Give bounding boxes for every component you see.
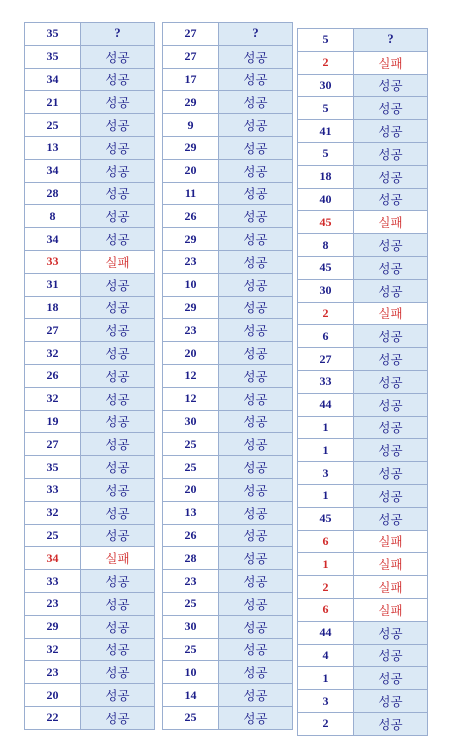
number-cell: 33 xyxy=(298,370,354,393)
number-cell: 30 xyxy=(163,615,219,638)
number-cell: 13 xyxy=(163,501,219,524)
table-row xyxy=(163,684,293,707)
table-row xyxy=(25,91,155,114)
result-cell: 성공 xyxy=(354,120,428,143)
table-row xyxy=(163,547,293,570)
result-cell: 실패 xyxy=(354,211,428,234)
number-cell: 45 xyxy=(298,211,354,234)
table-row xyxy=(25,114,155,137)
result-cell: 성공 xyxy=(81,319,155,342)
number-cell: 28 xyxy=(163,547,219,570)
number-cell: 18 xyxy=(298,165,354,188)
table-header-row xyxy=(25,23,155,46)
results-table-1 xyxy=(24,22,155,730)
result-cell: 성공 xyxy=(354,462,428,485)
number-cell: 27 xyxy=(298,348,354,371)
table-row xyxy=(25,228,155,251)
table-row xyxy=(298,142,428,165)
table-row xyxy=(298,165,428,188)
result-cell: 성공 xyxy=(81,501,155,524)
result-cell: 성공 xyxy=(354,142,428,165)
result-cell: 성공 xyxy=(219,136,293,159)
number-cell: 28 xyxy=(25,182,81,205)
number-cell: 1 xyxy=(298,553,354,576)
table-row xyxy=(163,91,293,114)
number-cell: 19 xyxy=(25,410,81,433)
table-row xyxy=(298,188,428,211)
table-row xyxy=(25,478,155,501)
number-cell: 3 xyxy=(298,462,354,485)
result-cell: 성공 xyxy=(354,439,428,462)
result-cell: 성공 xyxy=(219,592,293,615)
number-cell: 10 xyxy=(163,273,219,296)
table-row xyxy=(298,621,428,644)
table-row xyxy=(25,182,155,205)
result-cell: 실패 xyxy=(354,598,428,621)
table-row xyxy=(163,364,293,387)
result-cell: 성공 xyxy=(354,188,428,211)
result-cell: 성공 xyxy=(81,638,155,661)
table-row xyxy=(163,615,293,638)
result-cell: 성공 xyxy=(81,456,155,479)
table-row xyxy=(298,530,428,553)
table-row xyxy=(163,387,293,410)
result-cell: 성공 xyxy=(81,433,155,456)
number-cell: 4 xyxy=(298,644,354,667)
number-cell: 34 xyxy=(25,159,81,182)
table-row xyxy=(25,68,155,91)
table-row xyxy=(25,296,155,319)
number-cell: 29 xyxy=(163,91,219,114)
result-cell: 성공 xyxy=(354,416,428,439)
result-cell: 성공 xyxy=(81,273,155,296)
number-cell: 20 xyxy=(163,342,219,365)
result-cell: 성공 xyxy=(219,91,293,114)
result-cell: 성공 xyxy=(219,250,293,273)
number-cell: 32 xyxy=(25,638,81,661)
number-cell: 5 xyxy=(298,97,354,120)
table-row xyxy=(25,661,155,684)
table-row xyxy=(298,690,428,713)
number-cell: 32 xyxy=(25,501,81,524)
table-row xyxy=(25,319,155,342)
result-cell: 성공 xyxy=(219,570,293,593)
table-row xyxy=(298,51,428,74)
number-cell: 29 xyxy=(163,136,219,159)
number-cell: 29 xyxy=(163,296,219,319)
number-cell: 32 xyxy=(25,342,81,365)
number-cell: 23 xyxy=(163,570,219,593)
result-cell: 성공 xyxy=(219,228,293,251)
result-cell: 성공 xyxy=(219,159,293,182)
header-number-cell: 5 xyxy=(298,29,354,52)
number-cell: 22 xyxy=(25,706,81,729)
number-cell: 29 xyxy=(163,228,219,251)
table-row xyxy=(163,592,293,615)
results-table-3 xyxy=(297,28,428,736)
header-result-cell: ? xyxy=(354,29,428,52)
number-cell: 25 xyxy=(163,456,219,479)
table-row xyxy=(163,410,293,433)
number-cell: 25 xyxy=(163,706,219,729)
number-cell: 13 xyxy=(25,136,81,159)
table-row xyxy=(163,456,293,479)
number-cell: 31 xyxy=(25,273,81,296)
result-cell: 성공 xyxy=(354,279,428,302)
table-row xyxy=(25,136,155,159)
result-cell: 성공 xyxy=(219,661,293,684)
result-cell: 성공 xyxy=(81,114,155,137)
result-cell: 성공 xyxy=(219,410,293,433)
result-cell: 성공 xyxy=(81,478,155,501)
table-row xyxy=(25,570,155,593)
table-row xyxy=(298,302,428,325)
result-cell: 성공 xyxy=(81,615,155,638)
result-cell: 성공 xyxy=(81,68,155,91)
result-cell: 성공 xyxy=(354,507,428,530)
number-cell: 23 xyxy=(25,661,81,684)
table-row xyxy=(298,279,428,302)
number-cell: 2 xyxy=(298,51,354,74)
result-cell: 성공 xyxy=(219,478,293,501)
table-row xyxy=(25,45,155,68)
number-cell: 26 xyxy=(163,524,219,547)
number-cell: 33 xyxy=(25,478,81,501)
table-row xyxy=(163,661,293,684)
result-cell: 성공 xyxy=(219,456,293,479)
table-row xyxy=(163,433,293,456)
number-cell: 40 xyxy=(298,188,354,211)
result-cell: 성공 xyxy=(354,621,428,644)
result-cell: 성공 xyxy=(219,501,293,524)
table-row xyxy=(163,182,293,205)
table-row xyxy=(25,433,155,456)
table-row xyxy=(25,547,155,570)
result-cell: 성공 xyxy=(81,592,155,615)
result-cell: 성공 xyxy=(354,165,428,188)
table-row xyxy=(163,570,293,593)
number-cell: 44 xyxy=(298,393,354,416)
result-cell: 성공 xyxy=(354,97,428,120)
result-cell: 성공 xyxy=(354,393,428,416)
header-result-cell: ? xyxy=(81,23,155,46)
table-row xyxy=(298,598,428,621)
number-cell: 2 xyxy=(298,576,354,599)
number-cell: 30 xyxy=(163,410,219,433)
result-cell: 성공 xyxy=(354,690,428,713)
number-cell: 12 xyxy=(163,387,219,410)
number-cell: 34 xyxy=(25,68,81,91)
number-cell: 6 xyxy=(298,530,354,553)
table-row xyxy=(163,478,293,501)
number-cell: 18 xyxy=(25,296,81,319)
number-cell: 33 xyxy=(25,250,81,273)
number-cell: 11 xyxy=(163,182,219,205)
table-row xyxy=(163,228,293,251)
header-number-cell: 35 xyxy=(25,23,81,46)
number-cell: 8 xyxy=(25,205,81,228)
table-row xyxy=(25,501,155,524)
number-cell: 45 xyxy=(298,507,354,530)
number-cell: 20 xyxy=(163,478,219,501)
table-row xyxy=(25,387,155,410)
number-cell: 12 xyxy=(163,364,219,387)
result-cell: 성공 xyxy=(81,364,155,387)
result-cell: 실패 xyxy=(354,530,428,553)
number-cell: 23 xyxy=(163,319,219,342)
result-cell: 실패 xyxy=(354,51,428,74)
result-cell: 성공 xyxy=(354,348,428,371)
result-cell: 성공 xyxy=(81,387,155,410)
table-row xyxy=(163,273,293,296)
number-cell: 8 xyxy=(298,234,354,257)
number-cell: 1 xyxy=(298,439,354,462)
table-row xyxy=(298,120,428,143)
number-cell: 21 xyxy=(25,91,81,114)
result-cell: 성공 xyxy=(354,74,428,97)
result-cell: 성공 xyxy=(81,45,155,68)
result-cell: 성공 xyxy=(354,234,428,257)
table-header-row xyxy=(298,29,428,52)
number-cell: 20 xyxy=(25,684,81,707)
result-cell: 성공 xyxy=(219,114,293,137)
result-cell: 실패 xyxy=(354,302,428,325)
result-cell: 성공 xyxy=(219,387,293,410)
result-cell: 성공 xyxy=(219,524,293,547)
table-row xyxy=(163,706,293,729)
result-cell: 실패 xyxy=(81,250,155,273)
result-cell: 성공 xyxy=(81,661,155,684)
table-row xyxy=(25,524,155,547)
table-row xyxy=(163,319,293,342)
table-row xyxy=(25,250,155,273)
table-row xyxy=(298,484,428,507)
number-cell: 32 xyxy=(25,387,81,410)
result-cell: 성공 xyxy=(219,615,293,638)
number-cell: 26 xyxy=(163,205,219,228)
number-cell: 17 xyxy=(163,68,219,91)
table-row xyxy=(25,456,155,479)
result-cell: 성공 xyxy=(81,182,155,205)
number-cell: 27 xyxy=(163,45,219,68)
result-cell: 성공 xyxy=(81,570,155,593)
number-cell: 6 xyxy=(298,598,354,621)
number-cell: 44 xyxy=(298,621,354,644)
table-row xyxy=(163,136,293,159)
number-cell: 9 xyxy=(163,114,219,137)
number-cell: 30 xyxy=(298,74,354,97)
number-cell: 29 xyxy=(25,615,81,638)
table-row xyxy=(25,615,155,638)
result-cell: 성공 xyxy=(81,91,155,114)
table-row xyxy=(25,364,155,387)
result-cell: 성공 xyxy=(81,159,155,182)
number-cell: 25 xyxy=(163,433,219,456)
table-row xyxy=(298,211,428,234)
number-cell: 25 xyxy=(25,524,81,547)
table-row xyxy=(25,273,155,296)
table-row xyxy=(298,439,428,462)
number-cell: 1 xyxy=(298,484,354,507)
result-cell: 성공 xyxy=(354,667,428,690)
number-cell: 25 xyxy=(163,638,219,661)
number-cell: 41 xyxy=(298,120,354,143)
number-cell: 45 xyxy=(298,256,354,279)
result-cell: 성공 xyxy=(81,410,155,433)
result-cell: 성공 xyxy=(219,433,293,456)
result-cell: 성공 xyxy=(81,342,155,365)
table-row xyxy=(163,342,293,365)
table-row xyxy=(298,74,428,97)
number-cell: 27 xyxy=(25,319,81,342)
number-cell: 35 xyxy=(25,456,81,479)
table-row xyxy=(298,667,428,690)
table-row xyxy=(298,256,428,279)
result-cell: 성공 xyxy=(81,524,155,547)
number-cell: 14 xyxy=(163,684,219,707)
table-row xyxy=(25,638,155,661)
results-table-2 xyxy=(162,22,293,730)
table-row xyxy=(163,524,293,547)
number-cell: 5 xyxy=(298,142,354,165)
result-cell: 성공 xyxy=(354,712,428,735)
number-cell: 2 xyxy=(298,302,354,325)
result-cell: 성공 xyxy=(354,370,428,393)
result-cell: 성공 xyxy=(354,325,428,348)
table-row xyxy=(163,638,293,661)
number-cell: 23 xyxy=(25,592,81,615)
number-cell: 35 xyxy=(25,45,81,68)
number-cell: 1 xyxy=(298,416,354,439)
number-cell: 34 xyxy=(25,547,81,570)
number-cell: 23 xyxy=(163,250,219,273)
number-cell: 1 xyxy=(298,667,354,690)
table-row xyxy=(298,370,428,393)
table-row xyxy=(298,644,428,667)
result-cell: 성공 xyxy=(219,273,293,296)
table-row xyxy=(163,68,293,91)
table-row xyxy=(298,553,428,576)
table-row xyxy=(25,205,155,228)
result-cell: 성공 xyxy=(81,706,155,729)
result-cell: 성공 xyxy=(219,638,293,661)
table-row xyxy=(298,712,428,735)
result-cell: 성공 xyxy=(219,45,293,68)
number-cell: 10 xyxy=(163,661,219,684)
number-cell: 25 xyxy=(163,592,219,615)
table-row xyxy=(163,114,293,137)
table-row xyxy=(25,592,155,615)
header-result-cell: ? xyxy=(219,23,293,46)
table-row xyxy=(298,507,428,530)
result-cell: 성공 xyxy=(354,644,428,667)
result-cell: 성공 xyxy=(81,136,155,159)
table-row xyxy=(163,250,293,273)
result-cell: 성공 xyxy=(219,68,293,91)
table-row xyxy=(298,416,428,439)
number-cell: 3 xyxy=(298,690,354,713)
result-cell: 성공 xyxy=(219,364,293,387)
table-row xyxy=(25,706,155,729)
result-cell: 성공 xyxy=(219,182,293,205)
number-cell: 27 xyxy=(25,433,81,456)
table-row xyxy=(163,296,293,319)
table-header-row xyxy=(163,23,293,46)
table-row xyxy=(25,159,155,182)
number-cell: 20 xyxy=(163,159,219,182)
table-row xyxy=(298,462,428,485)
result-cell: 성공 xyxy=(219,296,293,319)
table-row xyxy=(298,393,428,416)
result-cell: 성공 xyxy=(219,205,293,228)
table-row xyxy=(25,410,155,433)
table-row xyxy=(298,348,428,371)
table-row xyxy=(298,97,428,120)
result-cell: 실패 xyxy=(354,576,428,599)
number-cell: 25 xyxy=(25,114,81,137)
number-cell: 2 xyxy=(298,712,354,735)
table-row xyxy=(25,342,155,365)
table-row xyxy=(25,684,155,707)
table-row xyxy=(163,159,293,182)
table-row xyxy=(163,205,293,228)
result-cell: 성공 xyxy=(81,296,155,319)
result-cell: 성공 xyxy=(81,228,155,251)
number-cell: 34 xyxy=(25,228,81,251)
result-cell: 성공 xyxy=(219,342,293,365)
table-row xyxy=(298,576,428,599)
result-cell: 성공 xyxy=(354,256,428,279)
result-cell: 성공 xyxy=(219,547,293,570)
result-cell: 성공 xyxy=(219,684,293,707)
header-number-cell: 27 xyxy=(163,23,219,46)
table-row xyxy=(298,325,428,348)
result-cell: 성공 xyxy=(354,484,428,507)
result-cell: 성공 xyxy=(219,706,293,729)
result-cell: 실패 xyxy=(81,547,155,570)
table-row xyxy=(163,501,293,524)
table-row xyxy=(298,234,428,257)
number-cell: 6 xyxy=(298,325,354,348)
result-cell: 성공 xyxy=(81,205,155,228)
number-cell: 26 xyxy=(25,364,81,387)
number-cell: 33 xyxy=(25,570,81,593)
table-row xyxy=(163,45,293,68)
result-cell: 실패 xyxy=(354,553,428,576)
result-cell: 성공 xyxy=(81,684,155,707)
result-cell: 성공 xyxy=(219,319,293,342)
number-cell: 30 xyxy=(298,279,354,302)
